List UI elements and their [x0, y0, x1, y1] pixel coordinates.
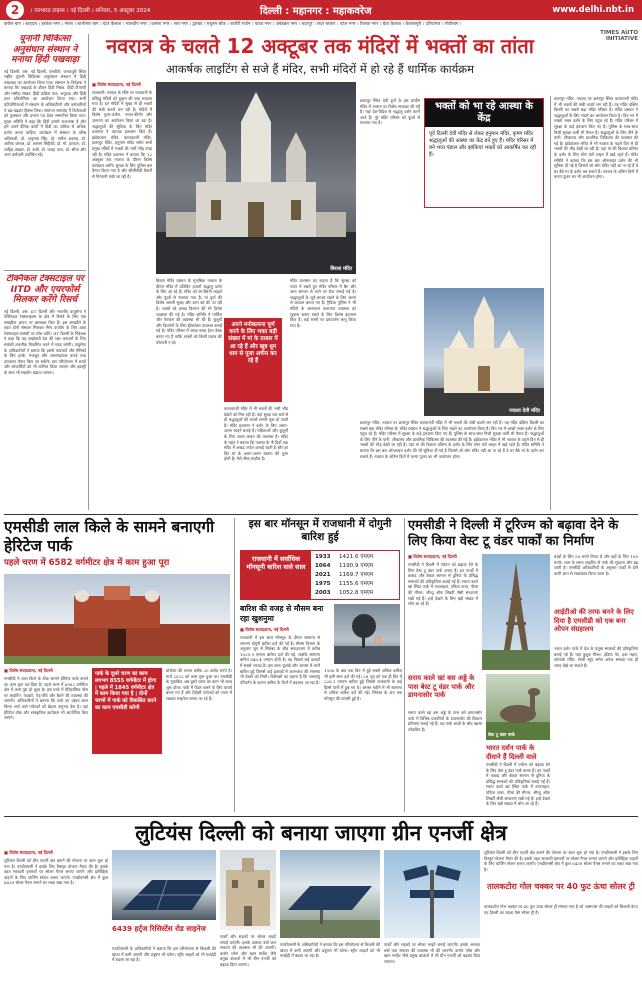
building-illustration [220, 850, 276, 930]
lutyens-body3: पार्कों और सड़कों पर सोलर लाइटें लगाई जाएंगी। इसके अलावा वर्षा जल संचयन की व्यवस्था भी की जाएगी। कनॉट प्लेस और खान मार्केट जैसे प्रमुख बाजारों में भी ग्रीन एनर्जी को बढ़ावा दिया जाएगा। [220, 934, 276, 967]
mcd-fort-headline: एमसीडी लाल किले के सामने बनाएगी हेरिटेज पार्क [4, 518, 215, 555]
temple-photo-jwala [424, 288, 544, 416]
year: 1064 [315, 563, 331, 569]
lutyens-body5: पार्कों और सड़कों पर सोलर लाइटें लगाई जाएंगी। इसके अलावा वर्षा जल संचयन की व्यवस्था भी की जाएगी। कनॉट प्लेस और खान मार्केट जैसे प्रमुख बाजारों में भी ग्रीन एनर्जी को बढ़ावा दिया जाएगा। [384, 942, 480, 964]
lead-quote-text: अपने मनोकामना पूर्ण करने के लिए भक्त बड़ी संख्या में मां के दरबार में आ रहे हैं और खूब धूम धाम से पूजा अर्चना कर रहे हैं [228, 322, 278, 365]
eiffel-replica-photo [482, 554, 550, 670]
rainfall: 1190.9 एमएम [339, 563, 374, 569]
lead-col2: बिरला मंदिर प्रबंधन के मुताबिक नवरात्र के दौरान मंदिर में प्रतिदिन हजारों श्रद्धालु दर्शन के लिए आ रहे हैं। मंदिर को रंग-बिरंगी लाइटों और फूलों से सजाया गया है। मां दुर्गा की विशेष आरती सुबह और शाम को की जा रही है। भक्तों को प्रसाद वितरण की भी विशेष व्यवस्था की गई है। मंदिर समिति ने पार्किंग और पेयजल की व्यवस्था भी की है। बुजुर्गों और दिव्यांगों के लिए व्हीलचेयर उपलब्ध कराई गई है। मंदिर परिसर में जगह-जगह हेल्प डेस्क बनाए गए हैं ताकि भक्तों को किसी प्रकार की परेशानी न हो। [156, 278, 222, 345]
lead-col6: छतरपुर मंदिर: नवरात्र पर छतरपुर स्थित कात्यायनी मंदिर में भी भक्तों की लंबी कतारें लग रही हैं। यह मंदिर दक्षिण दिल्ली का सबसे बड़ा मंदिर परिसर है। मंदिर प्रबंधन ने श्रद्धालुओं के लिए भंडारे का आयोजन किया है। दिन भर में लाखों भक्त दर्शन के लिए पहुंच रहे हैं। मंदिर परिसर में सुरक्षा के कड़े इंतजाम किए गए हैं। पुलिस के साथ-साथ निजी सुरक्षा कर्मी भी तैनात हैं। श्रद्धालुओं के लिए पीने के पानी, शौचालय और प्राथमिक चिकित्सा की व्यवस्था की गई है। झंडेवालान मंदिर में भी नवरात्र के पहले दिन से ही भक्तों की भीड़ देखी जा रही है। यहां मां की विशाल प्रतिमा के दर्शन के लिए लोग घंटों लाइन में खड़े रहते हैं। मंदिर समिति ने बताया कि इस बार ऑनलाइन दर्शन की भी सुविधा दी गई है जिससे जो लोग मंदिर नहीं आ पा रहे हैं वे घर बैठे मां के दर्शन कर सकते हैं। नवरात्र के अंतिम दिनों में कन्या पूजन का भी आयोजन होगा। [360, 420, 544, 459]
faith-box [424, 98, 544, 208]
mcd-tourism-headline: एमसीडी ने दिल्ली में टूरिज्म को बढ़ावा देने के लिए किया वेस्ट टू वंडर पार्कों का निर्माण [408, 518, 619, 549]
top-header-bar [0, 0, 642, 20]
divider [4, 816, 638, 817]
lutyens-right-top: लुटियंस दिल्ली को ग्रीन एनर्जी क्षेत्र बनाने की योजना पर काम शुरू हो गया है। एनडीएमसी ने इसके लिए विस्तृत योजना तैयार की है। इसके तहत सरकारी इमारतों पर सोलर पैनल लगाए जाएंगे और इलेक्ट्रिक वाहनों के लिए चार्जिंग स्टेशन बनाए जाएंगे। एनडीएमसी क्षेत्र में कुल 6439 सोलर पैनल लगाने का लक्ष्य रखा गया है। [484, 850, 638, 872]
lutyens-body2: एनडीएमसी के अधिकारियों ने बताया कि इस परियोजना से बिजली की खपत में कमी आएगी और प्रदूषण भी घटेगा। स्ट्रीट लाइटों को भी एलईडी में बदला जा रहा है। [112, 946, 216, 963]
date-line: । नवभारत टाइम्स । नई दिल्ली । शनिवार, 5 अक्टूबर 2024 [30, 8, 151, 14]
solar-tree-illustration [384, 850, 480, 938]
divider [4, 270, 86, 271]
lutyens-headline: लुटियंस दिल्ली को बनाया जाएगा ग्रीन एनर्जी क्षेत्र [135, 821, 507, 845]
photo2-caption: ज्वाला देवी मंदिर [509, 408, 540, 414]
lutyens-body: लुटियंस दिल्ली को ग्रीन एनर्जी क्षेत्र बनाने की योजना पर काम शुरू हो गया है। एनडीएमसी ने इसके लिए विस्तृत योजना तैयार की है। इसके तहत सरकारी इमारतों पर सोलर पैनल लगाए जाएंगे और इलेक्ट्रिक वाहनों के लिए चार्जिंग स्टेशन बनाए जाएंगे। एनडीएमसी क्षेत्र में कुल 6439 सोलर पैनल लगाने का लक्ष्य रखा गया है। [4, 858, 108, 886]
divider [4, 514, 638, 515]
mcd-tourism-body: एमसीडी ने दिल्ली में पर्यटन को बढ़ावा देने के लिए वेस्ट टू वंडर पार्क बनाए हैं। इन पार्कों में कबाड़ और बेकार सामान से दुनिया के प्रसिद्ध स्मारकों की प्रतिकृतियां बनाई गई हैं। सराय काले खां स्थित पार्क में ताजमहल, एफिल टावर, पीसा की मीनार, स्टैच्यू ऑफ लिबर्टी जैसी संरचनाएं रखी गई हैं। इन्हें देखने के लिए बड़ी संख्या में लोग आ रहे हैं। [408, 562, 478, 607]
year-row [315, 580, 399, 589]
temple-photo-birla [156, 82, 356, 274]
lutyens-sub: तालकटोरा गोल चक्कर पर 40 फुट ऊंचा सोलर ट्री [487, 882, 635, 891]
red-fort-illustration [4, 574, 230, 664]
temple2-illustration [424, 288, 544, 416]
solar-illustration-1 [112, 850, 216, 920]
park-photo-caption: वेस्ट टू वंडर पार्क [488, 733, 515, 738]
divider [88, 34, 89, 510]
mcd-tourism-sub3: आईटीओ की तरफ बनने के लिए दिया है एमसीडी को एक बना ओपन संग्रहालय [554, 608, 634, 634]
year-row [315, 571, 399, 580]
lead-subhead: आकर्षक लाइटिंग से सजे हैं मंदिर, सभी मंदिरों में हो रहे हैं धार्मिक कार्यक्रम [165, 62, 475, 76]
page-number: 2 [6, 1, 24, 19]
year-row [315, 562, 399, 571]
building-photo [220, 850, 276, 930]
monsoon-byline: ■ विशेष संवाददाता, नई दिल्ली [240, 627, 289, 632]
red-fort-photo [4, 574, 230, 664]
lutyens-stat: 6439 हर्ट्ज रिसिस्टेंस रोड साइनेज [112, 924, 206, 933]
rain-photo [334, 604, 400, 664]
dinosaur-park-photo [486, 674, 550, 740]
divider [550, 96, 551, 510]
website: www.delhi.nbt.in [552, 5, 634, 15]
mcd-tourism-sub2: भारत दर्शन पार्क के दीवाने हैं दिल्ली वाले [486, 744, 537, 761]
lutyens-byline: ■ विशेष संवाददाता, नई दिल्ली [4, 850, 53, 855]
year: 1975 [315, 581, 331, 587]
mcd-fort-byline: ■ विशेष संवाददाता, नई दिल्ली [4, 668, 53, 673]
year: 1933 [315, 554, 331, 560]
mcd-fort-callout [92, 668, 162, 754]
solar-illustration-2 [280, 850, 380, 938]
lutyens-body4: एनडीएमसी के अधिकारियों ने बताया कि इस परियोजना से बिजली की खपत में कमी आएगी और प्रदूषण भी घटेगा। स्ट्रीट लाइटों को भी एलईडी में बदला जा रहा है। [280, 942, 380, 959]
brief-iitd-body: नई दिल्ली, वसं: IIT दिल्ली और भारतीय वायुसेना ने टेक्निकल टेक्सटाइल्स के क्षेत्र में रिसर्च के लिए एक समझौता ज्ञापन पर हस्ताक्षर किए हैं। इस समझौते के तहत दोनों संस्थान मिलकर सैन्य उपयोग के लिए उन्नत टेक्सटाइल सामग्री पर शोध करेंगे। IIT दिल्ली के निदेशक ने कहा कि यह साझेदारी देश की रक्षा जरूरतों के लिए स्वदेशी तकनीक विकसित करने में मदद करेगी। वायुसेना के अधिकारियों ने बताया कि इससे पायलटों और सैनिकों के लिए हल्के, मजबूत और आरामदायक कपड़े तथा उपकरण तैयार किए जा सकेंगे। इस परियोजना में छात्रों और शोधार्थियों को भी शामिल किया जाएगा और इंडस्ट्री के साथ भी सहयोग बढ़ाया जाएगा। [4, 308, 86, 376]
monsoon-years [315, 553, 399, 598]
brief-unani-title: यूनानी चिकित्सा अनुसंधान संस्थान ने मनाया हिंदी पखवाड़ा [11, 34, 79, 65]
right-column: छतरपुर मंदिर: नवरात्र पर छतरपुर स्थित कात्यायनी मंदिर में भी भक्तों की लंबी कतारें लग रही हैं। यह मंदिर दक्षिण दिल्ली का सबसे बड़ा मंदिर परिसर है। मंदिर प्रबंधन ने श्रद्धालुओं के लिए भंडारे का आयोजन किया है। दिन भर में लाखों भक्त दर्शन के लिए पहुंच रहे हैं। मंदिर परिसर में सुरक्षा के कड़े इंतजाम किए गए हैं। पुलिस के साथ-साथ निजी सुरक्षा कर्मी भी तैनात हैं। श्रद्धालुओं के लिए पीने के पानी, शौचालय और प्राथमिक चिकित्सा की व्यवस्था की गई है। झंडेवालान मंदिर में भी नवरात्र के पहले दिन से ही भक्तों की भीड़ देखी जा रही है। यहां मां की विशाल प्रतिमा के दर्शन के लिए लोग घंटों लाइन में खड़े रहते हैं। मंदिर समिति ने बताया कि इस बार ऑनलाइन दर्शन की भी सुविधा दी गई है जिससे जो लोग मंदिर नहीं आ पा रहे हैं वे घर बैठे मां के दर्शन कर सकते हैं। नवरात्र के अंतिम दिनों में कन्या पूजन का भी आयोजन होगा। [554, 96, 638, 180]
brief-unani-body: नई दिल्ली, वसं: नई दिल्ली, एनबीटी: जनकपुरी स्थित राष्ट्रीय यूनानी चिकित्सा अनुसंधान संस्थान में हिंदी पखवाड़ा का आयोजन किया गया। संस्थान के निदेशक ने बताया कि पखवाड़े के दौरान हिंदी निबंध, हिंदी टिप्पणी और मसौदा लेखन, हिंदी कविता पाठ, अनुवाद और हिंदी ज्ञान प्रतियोगिता का आयोजन किया गया। सभी प्रतियोगिताओं में संस्थान के अधिकारियों और कर्मचारियों ने बढ़-चढ़कर हिस्सा लिया। समापन समारोह में विजेताओं को पुरस्कार और प्रमाण पत्र देकर सम्मानित किया गया। मुख्य अतिथि ने कहा कि हिंदी हमारी राजभाषा है और हमें अपने दैनिक कार्यों में हिंदी का अधिक से अधिक प्रयोग करना चाहिए। कार्यक्रम में संस्थान के वरिष्ठ अधिकारी, डॉ. अनुराधा सिंह, डॉ. नसीम अहमद, डॉ. आरिफ जमाल, डॉ. शबनम सिद्दीकी, डॉ. मो. इरफान, डॉ. शाहिद अख्तर, डॉ. रूबी, डॉ. फरहा नाज, डॉ. सीमा और अन्य कर्मचारी उपस्थित रहे। [4, 68, 86, 158]
year-row [315, 589, 399, 598]
edition-tag: TIMES AUTO INITIATIVE [600, 30, 638, 42]
monsoon-headline: इस बार मॉनसून में राजधानी में दोगुनी बारिश हुई [248, 518, 392, 543]
divider [404, 518, 405, 812]
rainfall: 1155.6 एमएम [339, 581, 374, 587]
brief-iitd-title: टेक्निकल टेक्सटाइल पर IITD और एयरफोर्स मिलकर करेंगे रिसर्च [6, 274, 84, 305]
year-row [315, 553, 399, 562]
lead-quote [224, 318, 282, 402]
brief-iitd [4, 274, 86, 510]
mcd-tourism-body3: एमसीडी ने दिल्ली में पर्यटन को बढ़ावा देने के लिए वेस्ट टू वंडर पार्क बनाए हैं। इन पार्कों में कबाड़ और बेकार सामान से दुनिया के प्रसिद्ध स्मारकों की प्रतिकृतियां बनाई गई हैं। सराय काले खां स्थित पार्क में ताजमहल, एफिल टावर, पीसा की मीनार, स्टैच्यू ऑफ लिबर्टी जैसी संरचनाएं रखी गई हैं। इन्हें देखने के लिए बड़ी संख्या में लोग आ रहे हैं। [486, 762, 550, 807]
brief-unani [4, 34, 86, 268]
mcd-tourism-right2: भारत दर्शन पार्क में देश के प्रमुख स्मारकों की प्रतिकृतियां बनाई गई हैं। यहां कुतुब मीनार, इंडिया गेट, हवा महल, कोणार्क मंदिर, सांची स्तूप समेत अनेक स्मारक एक ही जगह देखे जा सकते हैं। [554, 646, 638, 668]
rain-illustration [334, 604, 400, 664]
mcd-fort-body: एमसीडी ने लाल किले के ठीक सामने हेरिटेज पार्क बनाने का काम शुरू कर दिया है। पहले चरण में 6582 वर्गमीटर क्षेत्र में काम पूरा हो चुका है। इस पार्क में ऐतिहासिक थीम पर लाइटिंग, फव्वारे, पेड़-पौधे और बैठने की व्यवस्था की जाएगी। अधिकारियों ने बताया कि पार्क का उद्देश्य लाल किला आने वाले पर्यटकों को बेहतर अनुभव देना है। यहां हेरिटेज वॉक और सांस्कृतिक कार्यक्रम भी आयोजित किए जाएंगे। [4, 676, 88, 721]
monsoon-box-title: राजधानी में सर्वाधिक मॉनसूनी बारिश वाले साल [241, 551, 311, 599]
park-illustration [486, 674, 550, 740]
mcd-tourism-right: बच्चों के लिए 50 रुपये टिकट है और बड़ों के लिए 100 रुपये। शाम के समय लाइटिंग से पार्क की सुंदरता और बढ़ जाती है। एमसीडी अधिकारियों के अनुसार पार्कों से होने वाली आय से रखरखाव किया जाता है। [554, 554, 638, 576]
mcd-tourism-byline: ■ विशेष संवाददाता, नई दिल्ली [408, 554, 457, 559]
temple-illustration [156, 82, 356, 274]
lutyens-right-body: तालकटोरा गोल चक्कर पर 40 फुट ऊंचा सोलर ट्री लगाया गया है जो आसपास की लाइटों को बिजली देगा। यह दिल्ली का पहला ऐसा सोलर ट्री है। [484, 904, 638, 915]
year: 2021 [315, 572, 331, 578]
monsoon-box [240, 550, 400, 600]
ticker: करोल बाग । शाहदरा । हरकेश नगर । नरेला । शालीमार बाग । ग्रेटर कैलाश । मालवीय नगर । कमला नगर । सरा नगर । द्वारका । मधुबन चौक । राजौरी गार्डन । पांडव नगर । अंबेडकर नगर । बदरपुर । सदर बाजार । पटेल नगर । तिलक नगर । ग्रेटर कैलाश । कैलाशपुरी । दरियागंज । मोतीबाग । [4, 22, 462, 27]
faith-box-title: भक्तों को भा रहे आस्था के केंद्र [425, 99, 543, 127]
section-title: दिल्ली : महानगर : महाकवरेज [260, 6, 372, 17]
monsoon-body: राजधानी में इस साल मॉनसून के दौरान सामान्य से लगभग दोगुनी बारिश दर्ज की गई है। मौसम विभाग के अनुसार जून से सितंबर के बीच सफदरजंग में करीब 1029.9 एमएम बारिश दर्ज की गई, जबकि सामान्य बारिश 640.4 एमएम होती है। यह पिछले कई दशकों में सबसे ज्यादा है। इस साल जुलाई और अगस्त में भारी बारिश हुई जिससे कई इलाकों में जलभराव की समस्या भी देखने को मिली। विशेषज्ञों का कहना है कि जलवायु परिवर्तन के कारण बारिश के पैटर्न में बदलाव आ रहा है। [240, 635, 320, 685]
monsoon-subhead: बारिश की वजह से मौसम बना रहा खुशनुमा [240, 604, 324, 623]
solar-tree-photo [384, 850, 480, 938]
monsoon-body2: 1936 के बाद एक दिन में हुई सबसे अधिक बारिश भी इसी साल दर्ज की गई। 28 जून को एक ही दिन में 228.1 एमएम बारिश हुई जिससे राजधानी के कई हिस्से पानी में डूब गए थे। अगस्त महीने में भी सामान्य से अधिक बारिश दर्ज की गई। सितंबर के अंत तक मॉनसून की वापसी हुई है। [324, 668, 402, 701]
mcd-fort-body2: प्रोजेक्ट की लागत करीब 20 करोड़ रुपये है। मार्च 2022 को काम शुरू हुआ था। एमसीडी के मुताबिक अब दूसरे चरण का काम भी जल्द शुरू होगा। पार्क में पैदल चलने के लिए पाथवे बनाए गए हैं और विदेशी पर्यटकों को ध्यान में रखकर साइनेज लगाए जा रहे हैं। [166, 668, 232, 701]
solar-panel-photo-1 [112, 850, 216, 920]
year: 2003 [315, 590, 331, 596]
mcd-tourism-subhead: सराय काले खां बस अड्डे के पास बेस्ट टू वंडर पार्क और डायनासोर पार्क [408, 674, 475, 700]
lead-headline: नवरात्र के चलते 12 अक्टूबर तक मंदिरों में भक्तों का तांता [106, 34, 534, 58]
mcd-fort-callout-text: पार्क के दूसरे चरण का काम लगभग 8555 वर्गमीटर में होगा | पहले में 1845 वर्गमीटर क्षेत्र में काम किया गया है | दोनों चरणों में पार्क को विकसित करने का काम एमसीडी करेगी [95, 671, 157, 711]
mcd-tourism-body2: सराय काले खां बस अड्डे के पास बने डायनासोर पार्क में विभिन्न प्रजातियों के डायनासोर की विशाल प्रतिमाएं बनाई गई हैं। यह पार्क बच्चों के बीच खासा लोकप्रिय है। [408, 710, 482, 732]
lead-col5: छतरपुर स्थित देवी दुर्गा के इस प्राचीन मंदिर में नवरात्र पर विशेष सजावट की गई है। यहां देश-विदेश से श्रद्धालु दर्शन करने आते हैं। पूरे मंदिर परिसर को फूलों से सजाया गया है। [360, 98, 420, 126]
lead-col4: मंदिर प्रशासन का कहना है कि सुरक्षा को ध्यान में रखते हुए मंदिर परिसर में बैग और अन्य सामान ले जाने पर रोक लगाई गई है। श्रद्धालुओं के जूते-चप्पल रखने के लिए अलग से काउंटर बनाए गए हैं। ट्रैफिक पुलिस ने भी मंदिरों के आसपास यातायात व्यवस्था को सुचारू बनाए रखने के लिए विशेष इंतजाम किए हैं। कई रास्तों पर डायवर्जन लागू किया गया है। [290, 278, 356, 328]
faith-box-body: पूर्व दिल्ली देवी मंदिर से लेकर हनुमान मंदिर, कृष्ण मंदिर श्रद्धालुओं की आस्था का केंद्र बने हुए हैं। मंदिर परिसर में बने भव्य पंडाल और झांकियां भक्तों को आकर्षित कर रही हैं। [429, 131, 537, 158]
lead-col1: राजधानी: नवरात्र के मौके पर राजधानी के प्रसिद्ध मंदिरों को दुल्हन की तरह सजाया गया है। इन मंदिरों में सुबह से ही भक्तों की लंबी कतारें लग रही हैं। मंदिरों में विशेष पूजा-अर्चना, भजन-कीर्तन और जागरण का आयोजन किया जा रहा है। श्रद्धालुओं की सुविधा के लिए मंदिर प्रशासन ने व्यापक इंतजाम किए हैं। झंडेवालान मंदिर, कालकाजी मंदिर, छतरपुर मंदिर, हनुमान मंदिर समेत सभी प्रमुख मंदिरों में भक्तों की भारी भीड़ उमड़ रही है। मंदिर प्रशासन ने बताया कि 12 अक्टूबर तक नवरात्र के दौरान विशेष कार्यक्रम चलेंगे। सुरक्षा के लिए पुलिस बल तैनात किया गया है और सीसीटीवी कैमरों से निगरानी रखी जा रही है। [92, 90, 152, 179]
mcd-fort-subhead: पहले चरण में 6582 वर्गमीटर क्षेत्र में काम हुआ पूरा [4, 558, 170, 568]
lead-byline: ■ विशेष संवाददाता, नई दिल्ली [92, 82, 141, 87]
rainfall: 1169.7 एमएम [339, 572, 374, 578]
solar-panel-photo-2 [280, 850, 380, 938]
rainfall: 1421.6 एमएम [339, 554, 374, 560]
divider [234, 518, 235, 812]
eiffel-illustration [482, 554, 550, 670]
lead-col3: कालकाजी मंदिर में भी भक्तों की भारी भीड़ देखने को मिल रही है। यहां सुबह चार बजे से ही श्रद्धालुओं की कतारें लगनी शुरू हो जाती हैं। मंदिर प्रशासन ने दर्शन के लिए अलग-अलग लाइनें बनाई हैं। महिलाओं और बुजुर्गों के लिए अलग लाइन की व्यवस्था है। मंदिर के महंत ने बताया कि नवरात्र के नौ दिनों तक मंदिर में अखंड ज्योत जलाई जाती है और हर दिन मां के अलग-अलग स्वरूप की पूजा होती है। मेले जैसा माहौल है। [224, 406, 288, 462]
rainfall: 1052.8 एमएम [339, 590, 374, 596]
photo1-caption: बिरला मंदिर [330, 266, 352, 272]
